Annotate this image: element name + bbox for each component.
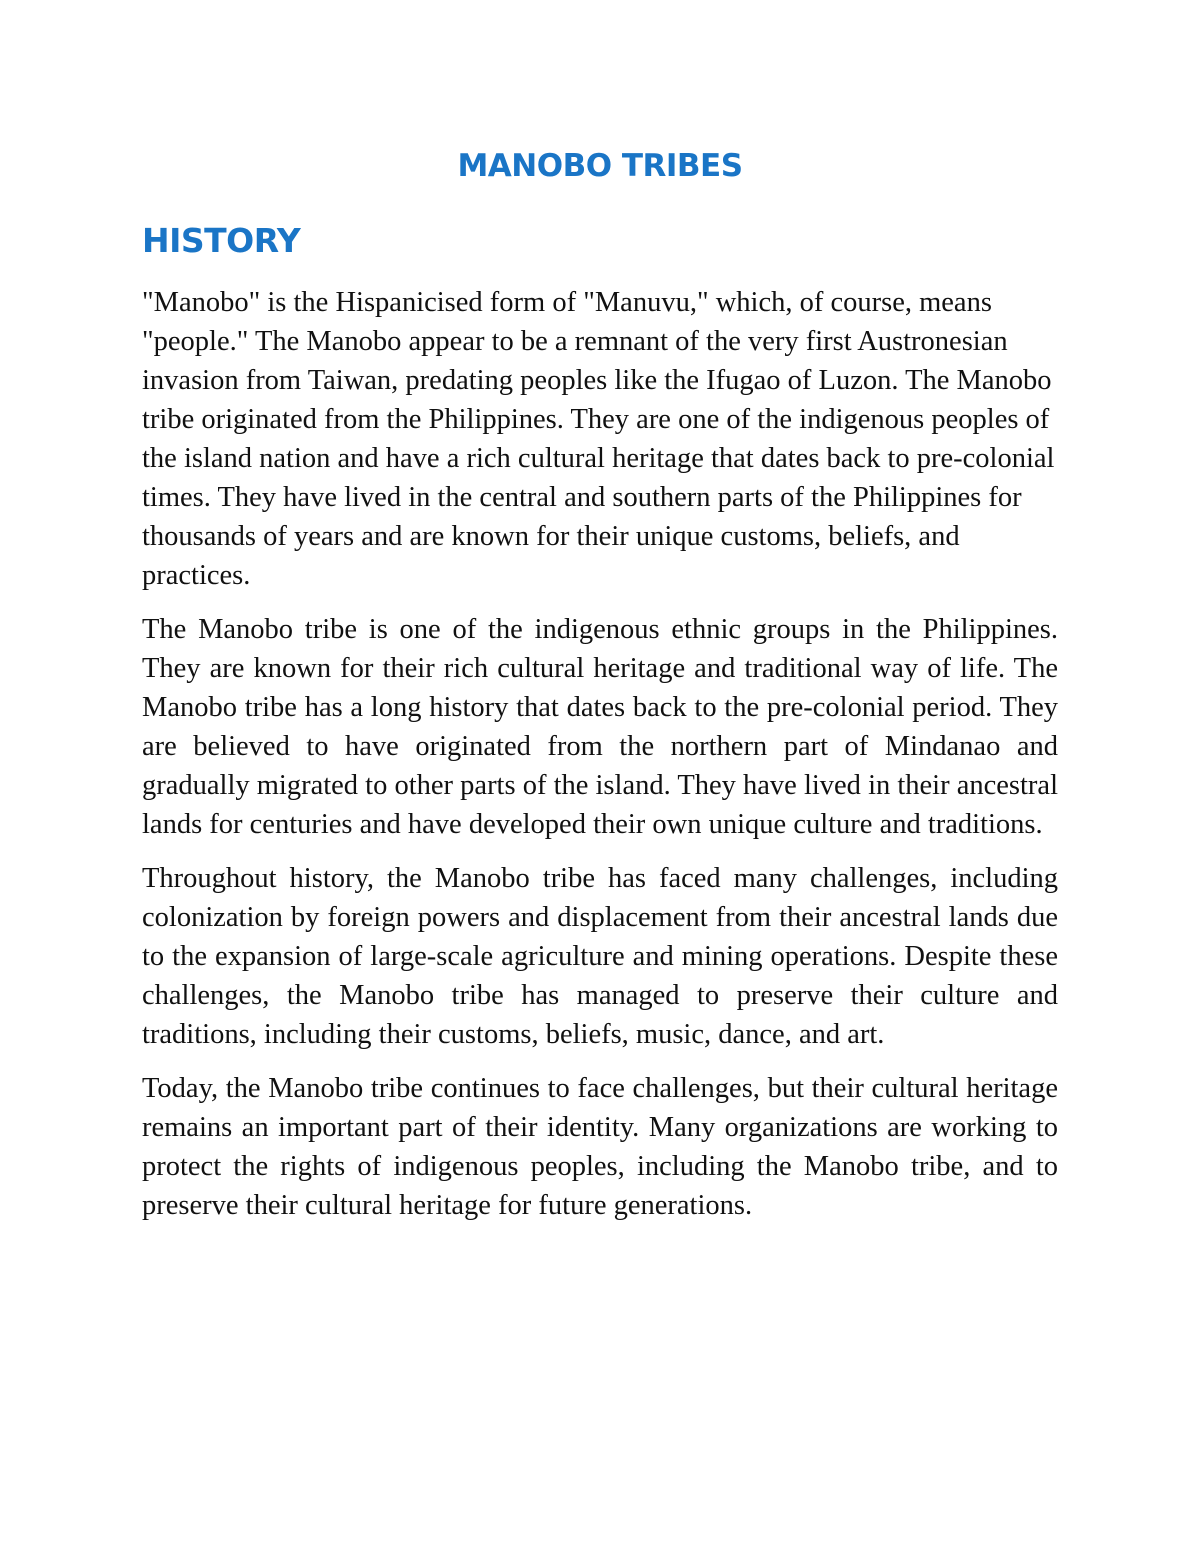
paragraph-2: The Manobo tribe is one of the indigenous ethnic groups in the Philippines. They are known for their rich cultural heritage and traditional way of life. The Manobo tribe has a long history that dates back to the pre-colonial period. They are believed to have originated from the northern part of Mindanao and gradually migrated to other parts of the island. They have lived in their ancestral lands for centuries and have developed their own unique culture and traditions. [142, 614, 1058, 840]
section-heading-history: HISTORY [142, 221, 301, 260]
paragraph-3: Throughout history, the Manobo tribe has faced many challenges, including colonization by foreign powers and displacement from their ancestral lands due to the expansion of large-scale agriculture and mining operations. Despite these challenges, the Manobo tribe has managed to preserve their culture and traditions, including their customs, beliefs, music, dance, and art. [142, 863, 1058, 1050]
page-title: MANOBO TRIBES [457, 148, 743, 184]
document-body [142, 283, 1058, 1240]
paragraph-1: "Manobo" is the Hispanicised form of "Manuvu," which, of course, means "people." The Manobo appear to be a remnant of the very first Austronesian invasion from Taiwan, predating peoples like the Ifugao of Luzon. The Manobo tribe originated from the Philippines. They are one of the indigenous peoples of the island nation and have a rich cultural heritage that dates back to pre-colonial times. They have lived in the central and southern parts of the Philippines for thousands of years and are known for their unique customs, beliefs, and practices. [142, 287, 1055, 591]
paragraph-4: Today, the Manobo tribe continues to face challenges, but their cultural heritage remains an important part of their identity. Many organizations are working to protect the rights of indigenous peoples, including the Manobo tribe, and to preserve their cultural heritage for future generations. [142, 1073, 1058, 1221]
